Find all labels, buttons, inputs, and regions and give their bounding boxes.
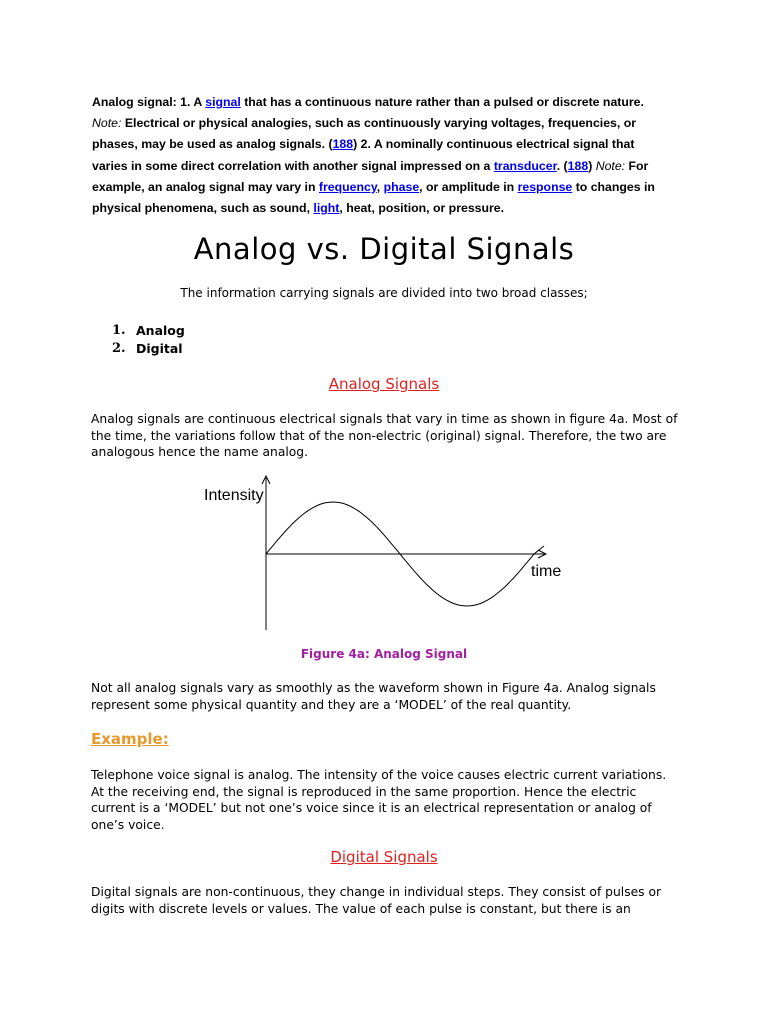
analog-paragraph-2: Not all analog signals vary as smoothly as the waveform shown in Figure 4a. Analog signals represent some physical quantity and they are a ‘MODEL’ of the real quantity. <box>91 681 656 712</box>
list-label: Digital <box>136 341 183 356</box>
link-frequency[interactable]: frequency <box>318 179 377 194</box>
definition-number-1: 1. <box>180 95 191 109</box>
x-axis-label: time <box>531 563 562 580</box>
y-axis-label: Intensity <box>204 487 264 504</box>
list-item <box>112 322 185 340</box>
example-heading: Example: <box>91 730 169 748</box>
intro-text: The information carrying signals are divided into two broad classes; <box>180 286 588 300</box>
link-phase[interactable]: phase <box>383 179 420 194</box>
definition-number-2: 2. <box>360 137 371 152</box>
digital-signals-heading: Digital Signals <box>330 848 438 866</box>
list-number: 1. <box>112 323 126 338</box>
definition-text-7: heat, position, or pressure. <box>346 201 505 216</box>
definition-term: Analog signal: <box>92 95 177 109</box>
example-paragraph: Telephone voice signal is analog. The intensity of the voice causes electric current variations. At the receiving end, the signal is reproduced in the same proportion. Hence the electric current is a ‘MODEL’ but not one’s voice since it is an electrical representation or analog of one’s voice. <box>91 768 667 832</box>
list-number: 2. <box>112 341 126 356</box>
definition-paragraph: Analog signal: 1. A signal that has a continuous nature rather than a pulsed or discrete nature. Note: Electrical or physical analogies, such as continuously varying voltages, frequencies, or phases, may be used as analog signals. (188) 2. A nominally continuous electrical signal that varies in some direct correlation with another signal impressed on a transducer. (188) Note: For example, an analog signal may vary in frequency, phase, or amplitude in response to changes in physical phenomena, such as sound, light, heat, position, or pressure. <box>92 95 655 216</box>
note-label-2: Note: <box>595 158 626 173</box>
analog-signal-figure <box>196 470 576 635</box>
analog-paragraph: Analog signals are continuous electrical signals that vary in time as shown in figure 4a. Most of the time, the variations follow that of the non-electric (original) signal. Therefore, the two are analogous hence the name analog. <box>91 412 678 459</box>
definition-text-2: Electrical or physical analogies, such as continuously varying voltages, frequencies, or phases, may be used as analog signals. <box>92 116 637 152</box>
definition-text-4: For example, an analog signal may vary in <box>92 158 649 194</box>
link-signal[interactable]: signal <box>205 95 241 109</box>
definition-text-3: A nominally continuous electrical signal that varies in some direct correlation with another signal impressed on a <box>92 137 635 173</box>
link-ref-188-2[interactable]: 188 <box>567 158 589 173</box>
definition-text-5: or amplitude in <box>426 179 515 194</box>
link-transducer[interactable]: transducer <box>493 158 557 173</box>
digital-paragraph: Digital signals are non-continuous, they change in individual steps. They consist of pulses or digits with discrete levels or values. The value of each pulse is constant, but there is an <box>91 885 662 916</box>
list-item <box>112 340 185 358</box>
signal-classes-list <box>112 322 185 358</box>
analog-signals-heading: Analog Signals <box>328 375 440 393</box>
definition-text-6: to changes in physical phenomena, such as sound, <box>92 179 655 216</box>
list-label: Analog <box>136 323 185 338</box>
link-ref-188-1[interactable]: 188 <box>332 137 354 152</box>
definition-text-1: that has a continuous nature rather than a pulsed or discrete nature. <box>244 95 644 109</box>
link-light[interactable]: light <box>313 201 340 216</box>
note-label-1: Note: <box>92 116 122 131</box>
link-response[interactable]: response <box>517 179 573 194</box>
figure-caption: Figure 4a: Analog Signal <box>300 647 468 661</box>
definition-article: A <box>193 95 202 109</box>
page-title: Analog vs. Digital Signals <box>193 232 575 266</box>
